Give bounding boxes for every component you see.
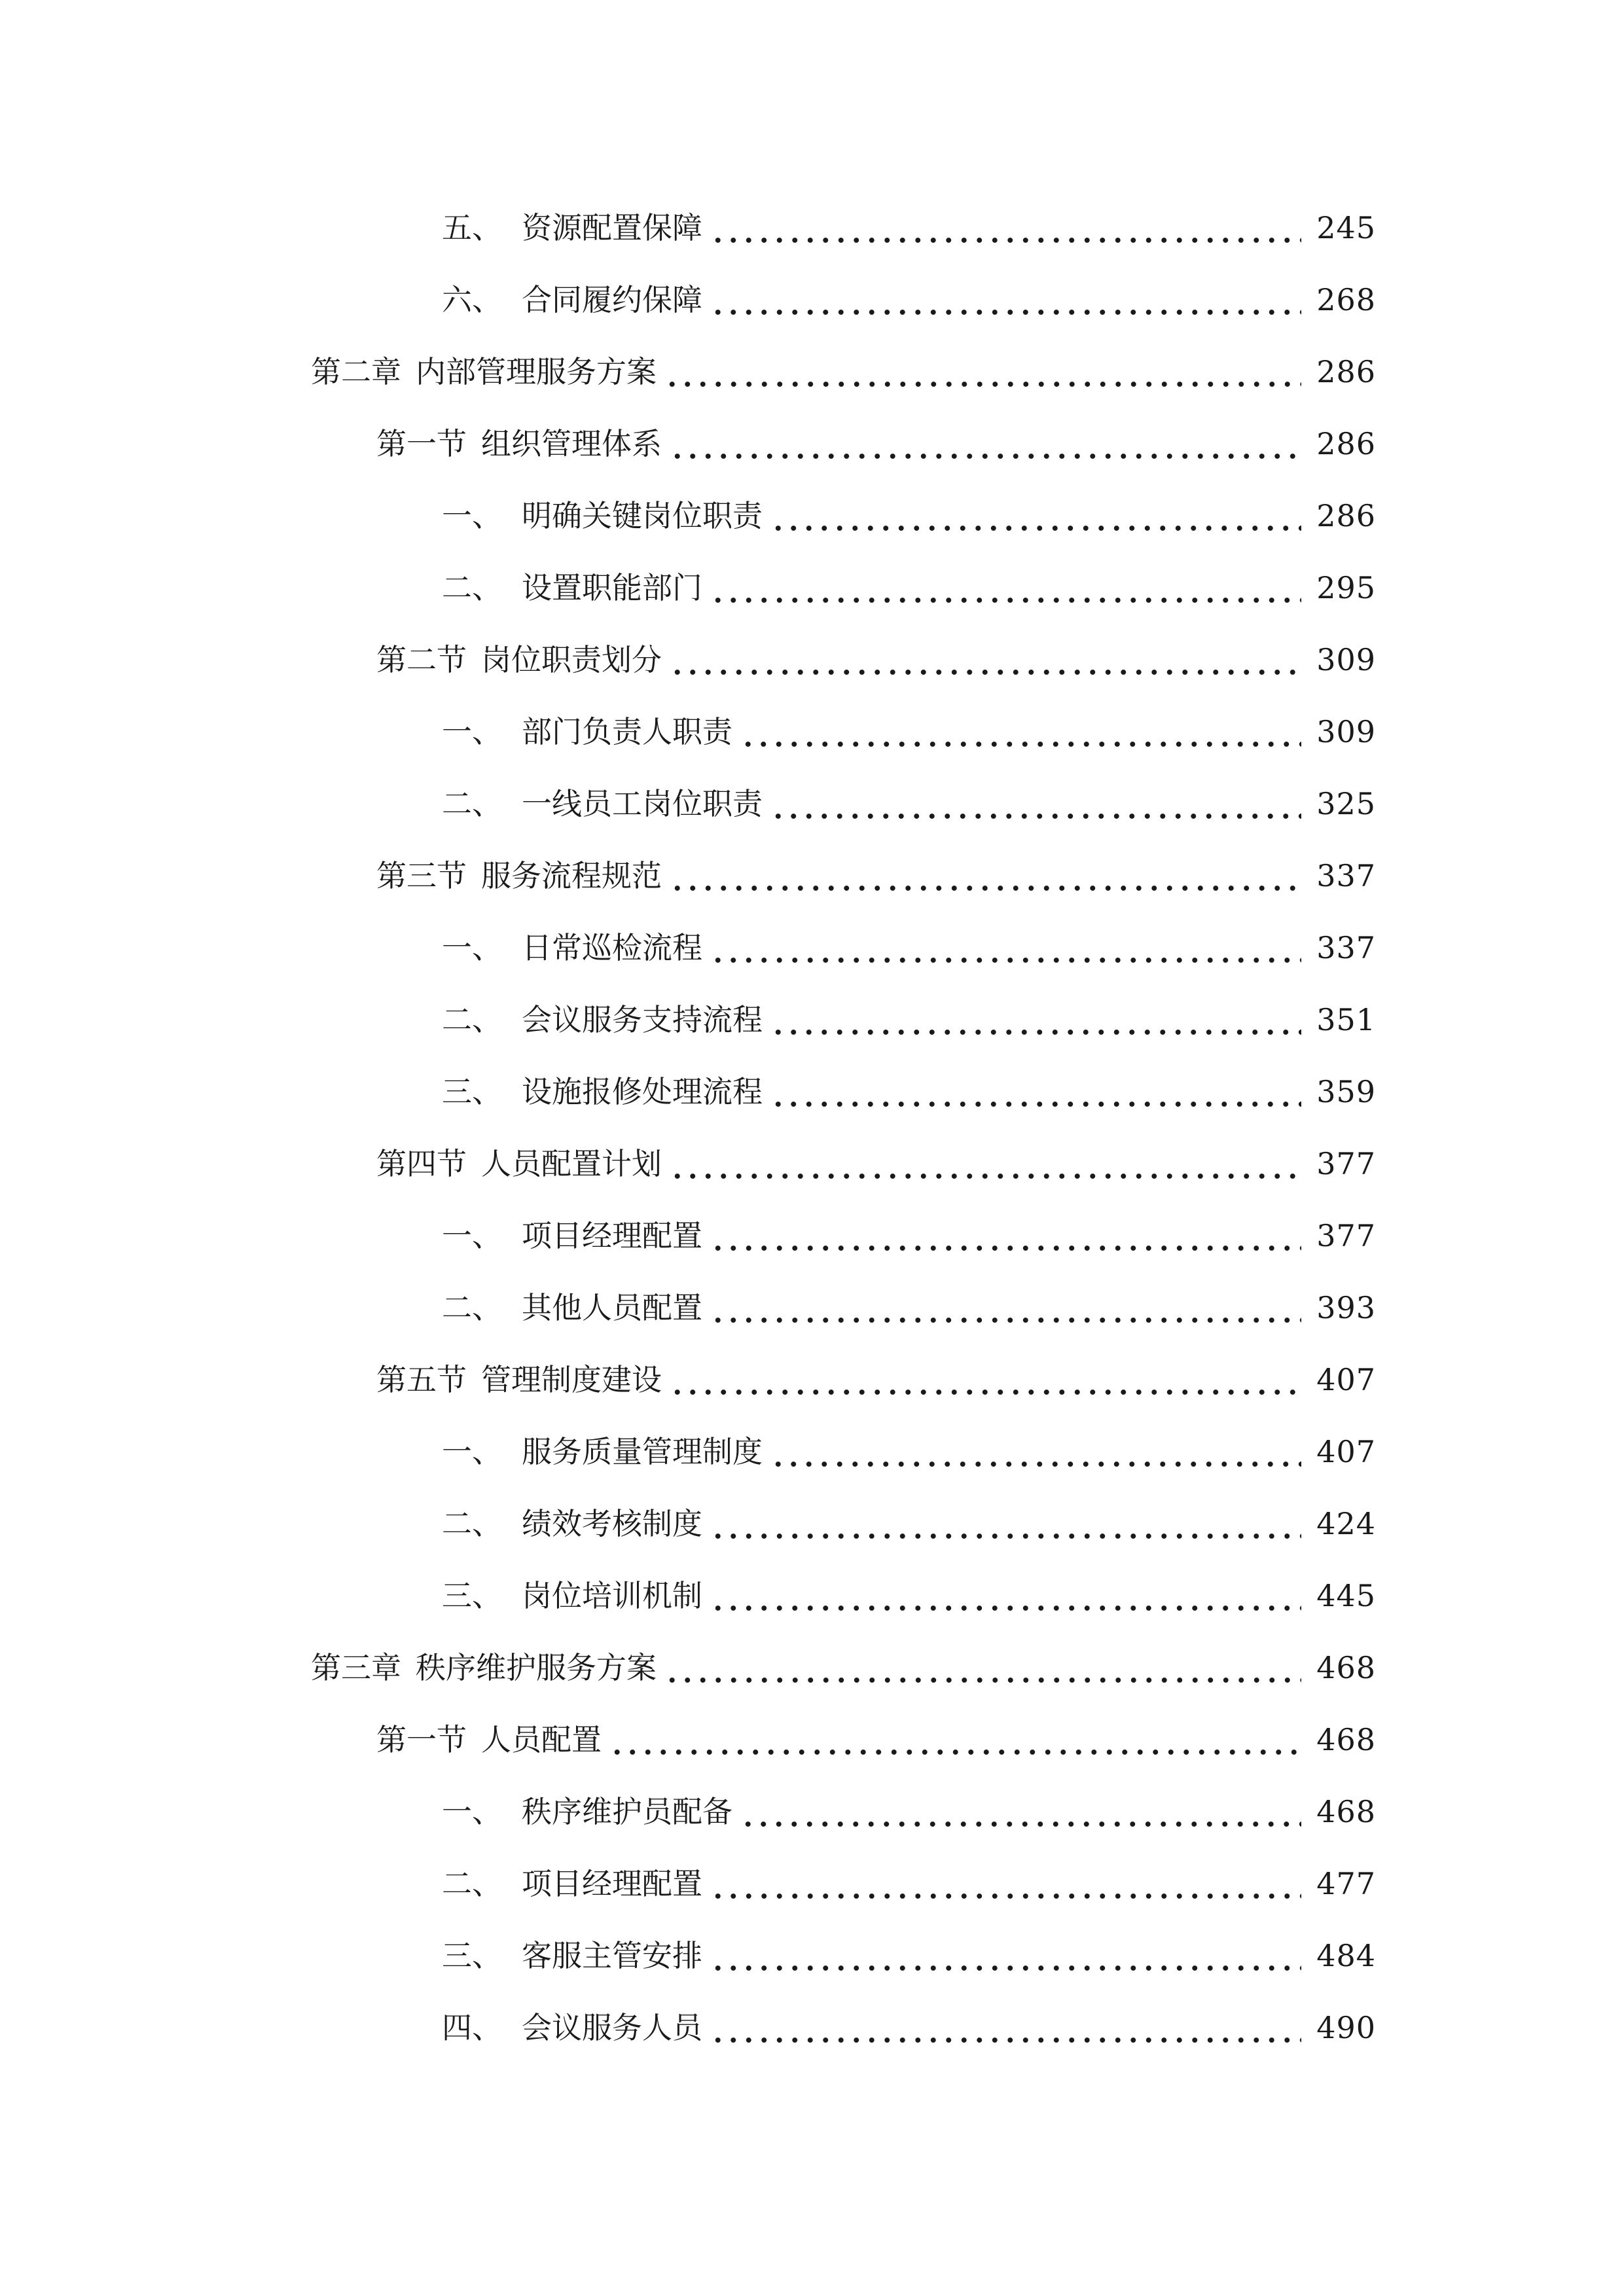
toc-entry[interactable] <box>442 1210 1376 1262</box>
toc-entry-page-number: 484 <box>1316 1938 1376 1973</box>
toc-entry-title: 资源配置保障 <box>522 210 702 245</box>
toc-entry-number: 一、 <box>442 498 502 533</box>
toc-entry[interactable] <box>376 1354 1376 1406</box>
toc-entry-title: 设置职能部门 <box>522 570 702 605</box>
toc-entry-title: 一线员工岗位职责 <box>522 786 763 821</box>
toc-entry-page-number: 286 <box>1316 426 1376 461</box>
toc-entry-title: 人员配置 <box>481 1722 602 1757</box>
toc-entry-number: 一、 <box>442 1794 502 1829</box>
toc-entry[interactable] <box>376 850 1376 902</box>
toc-entry[interactable] <box>442 778 1376 830</box>
toc-entry-title: 秩序维护服务方案 <box>416 1650 657 1685</box>
toc-entry-page-number: 445 <box>1316 1578 1376 1613</box>
toc-entry-page-number: 407 <box>1316 1362 1376 1397</box>
toc-entry-number: 一、 <box>442 714 502 749</box>
toc-dot-leader <box>770 778 1301 830</box>
toc-entry-number: 第一节 <box>376 426 467 461</box>
toc-entry-number: 二、 <box>442 786 502 821</box>
toc-dot-leader <box>770 490 1301 542</box>
toc-entry[interactable] <box>376 1713 1376 1766</box>
toc-entry-number: 第二节 <box>376 642 467 677</box>
toc-entry-number: 一、 <box>442 1218 502 1253</box>
toc-entry-number: 四、 <box>442 2010 502 2045</box>
toc-dot-leader <box>710 2001 1301 2054</box>
toc-entry-page-number: 286 <box>1316 498 1376 533</box>
toc-dot-leader <box>664 346 1301 398</box>
toc-entry-title: 会议服务人员 <box>522 2010 702 2045</box>
toc-dot-leader <box>609 1713 1301 1766</box>
toc-entry-title: 合同履约保障 <box>522 282 702 317</box>
toc-dot-leader <box>770 1426 1301 1478</box>
toc-entry[interactable] <box>442 922 1376 974</box>
toc-dot-leader <box>770 994 1301 1046</box>
toc-entry[interactable] <box>442 1929 1376 1982</box>
toc-entry-number: 第一节 <box>376 1722 467 1757</box>
toc-dot-leader <box>710 562 1301 614</box>
toc-entry-title: 客服主管安排 <box>522 1938 702 1973</box>
toc-entry-number: 第二章 <box>311 354 401 389</box>
toc-entry-title: 岗位培训机制 <box>522 1578 702 1613</box>
toc-entry-number: 三、 <box>442 1938 502 1973</box>
toc-dot-leader <box>740 706 1301 758</box>
toc-entry-number: 二、 <box>442 1506 502 1541</box>
toc-entry[interactable] <box>442 1426 1376 1478</box>
toc-entry-number: 第三节 <box>376 858 467 893</box>
toc-dot-leader <box>670 1354 1301 1406</box>
toc-entry[interactable] <box>442 202 1376 254</box>
toc-entry-title: 管理制度建设 <box>481 1362 662 1397</box>
toc-entry-page-number: 468 <box>1316 1722 1376 1757</box>
toc-entry-page-number: 309 <box>1316 642 1376 677</box>
toc-entry-title: 秩序维护员配备 <box>522 1794 732 1829</box>
toc-dot-leader <box>710 1929 1301 1982</box>
toc-entry[interactable] <box>442 1857 1376 1910</box>
toc-entry[interactable] <box>442 994 1376 1046</box>
toc-entry-page-number: 309 <box>1316 714 1376 749</box>
toc-entry-title: 明确关键岗位职责 <box>522 498 763 533</box>
toc-dot-leader <box>710 922 1301 974</box>
toc-entry-title: 服务质量管理制度 <box>522 1434 763 1469</box>
toc-dot-leader <box>664 1641 1301 1694</box>
toc-entry-number: 一、 <box>442 930 502 965</box>
toc-entry[interactable] <box>442 562 1376 614</box>
toc-entry-page-number: 351 <box>1316 1002 1376 1037</box>
toc-dot-leader <box>710 1570 1301 1622</box>
toc-entry[interactable] <box>311 346 1376 398</box>
toc-entry-number: 二、 <box>442 570 502 605</box>
toc-dot-leader <box>740 1785 1301 1838</box>
toc-entry-title: 部门负责人职责 <box>522 714 732 749</box>
toc-dot-leader <box>710 1498 1301 1550</box>
toc-dot-leader <box>710 1282 1301 1334</box>
toc-dot-leader <box>710 1210 1301 1262</box>
toc-dot-leader <box>710 274 1301 326</box>
toc-entry-page-number: 337 <box>1316 858 1376 893</box>
toc-entry[interactable] <box>442 1282 1376 1334</box>
toc-entry-title: 会议服务支持流程 <box>522 1002 763 1037</box>
toc-entry-page-number: 424 <box>1316 1506 1376 1541</box>
toc-entry-number: 第五节 <box>376 1362 467 1397</box>
toc-dot-leader <box>670 1138 1301 1190</box>
toc-entry-page-number: 407 <box>1316 1434 1376 1469</box>
toc-dot-leader <box>710 202 1301 254</box>
toc-dot-leader <box>670 850 1301 902</box>
toc-entry-page-number: 268 <box>1316 282 1376 317</box>
toc-entry[interactable] <box>442 1498 1376 1550</box>
toc-entry[interactable] <box>442 2001 1376 2054</box>
toc-entry-number: 第四节 <box>376 1146 467 1181</box>
toc-entry-page-number: 286 <box>1316 354 1376 389</box>
toc-entry-number: 一、 <box>442 1434 502 1469</box>
toc-entry[interactable] <box>376 1138 1376 1190</box>
toc-entry-title: 组织管理体系 <box>481 426 662 461</box>
toc-entry[interactable] <box>376 634 1376 686</box>
toc-dot-leader <box>670 418 1301 470</box>
toc-entry-number: 六、 <box>442 282 502 317</box>
toc-entry-title: 项目经理配置 <box>522 1218 702 1253</box>
toc-entry-title: 项目经理配置 <box>522 1866 702 1901</box>
toc-dot-leader <box>770 1066 1301 1118</box>
toc-entry-title: 人员配置计划 <box>481 1146 662 1181</box>
toc-entry-page-number: 468 <box>1316 1650 1376 1685</box>
toc-entry-page-number: 393 <box>1316 1290 1376 1325</box>
toc-entry[interactable] <box>442 490 1376 542</box>
toc-entry-page-number: 245 <box>1316 210 1376 245</box>
toc-entry-number: 二、 <box>442 1002 502 1037</box>
toc-entry[interactable] <box>311 1641 1376 1694</box>
toc-entry-page-number: 377 <box>1316 1218 1376 1253</box>
toc-entry-title: 服务流程规范 <box>481 858 662 893</box>
toc-dot-leader <box>710 1857 1301 1910</box>
toc-entry-page-number: 295 <box>1316 570 1376 605</box>
toc-entry-title: 其他人员配置 <box>522 1290 702 1325</box>
toc-entry[interactable] <box>442 1570 1376 1622</box>
toc-entry-page-number: 337 <box>1316 930 1376 965</box>
toc-entry-number: 第三章 <box>311 1650 401 1685</box>
toc-entry-title: 设施报修处理流程 <box>522 1074 763 1109</box>
toc-dot-leader <box>670 634 1301 686</box>
toc-entry[interactable] <box>442 274 1376 326</box>
toc-entry-title: 绩效考核制度 <box>522 1506 702 1541</box>
toc-entry[interactable] <box>442 1785 1376 1838</box>
toc-entry-title: 内部管理服务方案 <box>416 354 657 389</box>
toc-entry-page-number: 325 <box>1316 786 1376 821</box>
toc-entry-title: 岗位职责划分 <box>481 642 662 677</box>
toc-entry-page-number: 490 <box>1316 2010 1376 2045</box>
toc-entry-page-number: 377 <box>1316 1146 1376 1181</box>
toc-entry-number: 二、 <box>442 1866 502 1901</box>
toc-entry-title: 日常巡检流程 <box>522 930 702 965</box>
toc-entry[interactable] <box>442 1066 1376 1118</box>
toc-entry[interactable] <box>376 418 1376 470</box>
toc-entry-page-number: 468 <box>1316 1794 1376 1829</box>
toc-entry-number: 五、 <box>442 210 502 245</box>
toc-entry-page-number: 477 <box>1316 1866 1376 1901</box>
toc-entry[interactable] <box>442 706 1376 758</box>
toc-entry-number: 三、 <box>442 1074 502 1109</box>
toc-entry-page-number: 359 <box>1316 1074 1376 1109</box>
toc-entry-number: 三、 <box>442 1578 502 1613</box>
toc-entry-number: 二、 <box>442 1290 502 1325</box>
